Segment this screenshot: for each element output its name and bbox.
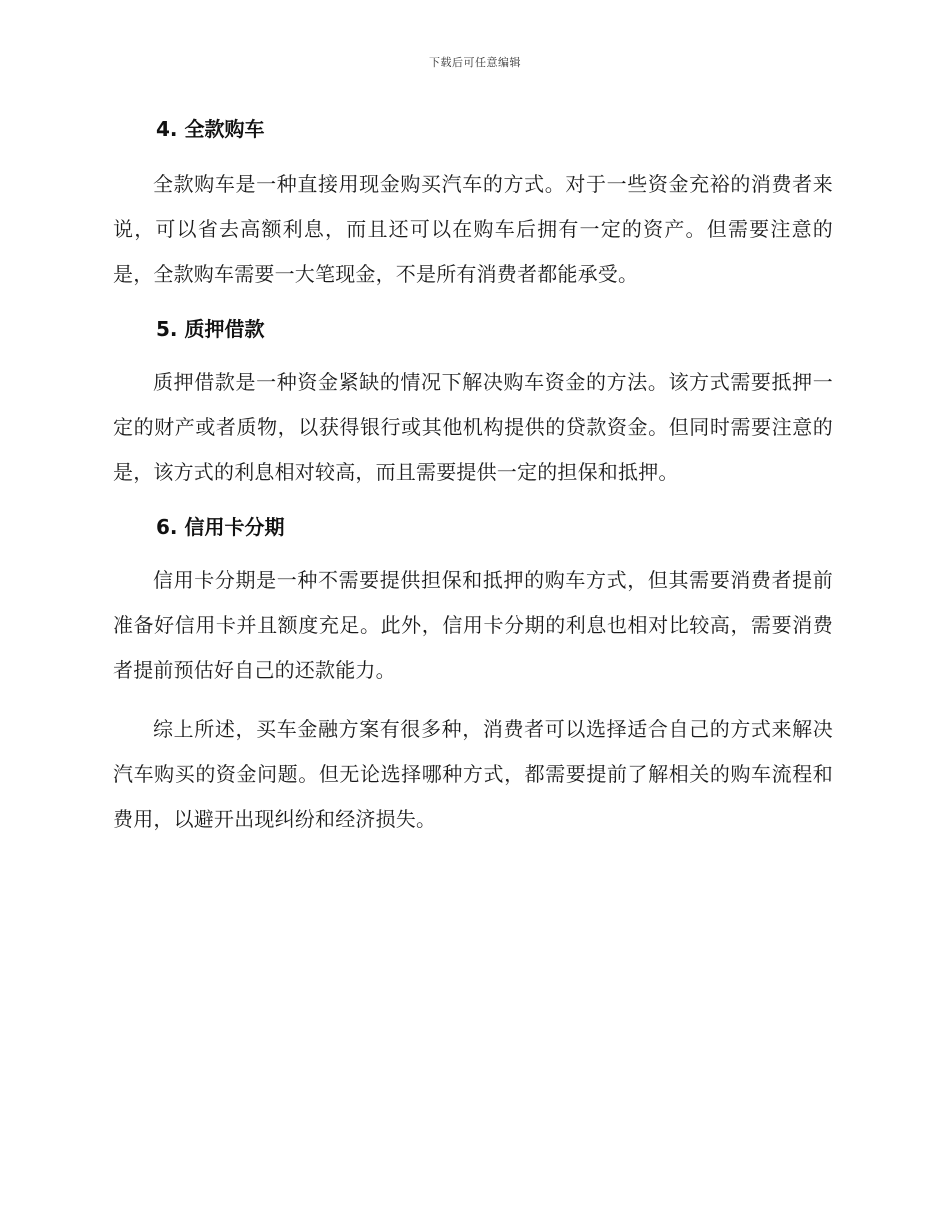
- section-heading-pledge-loan: 5. 质押借款: [156, 317, 265, 341]
- conclusion-paragraph: 综上所述，买车金融方案有很多种，消费者可以选择适合自己的方式来解决汽车购买的资金问题。但无论选择哪种方式，都需要提前了解相关的购车流程和费用，以避开出现纠纷和经济损失。: [113, 717, 833, 831]
- section-heading-credit-card-installment: 6. 信用卡分期: [156, 515, 285, 539]
- section-paragraph-credit-card-installment: 信用卡分期是一种不需要提供担保和抵押的购车方式，但其需要消费者提前准备好信用卡并且额度充足。此外，信用卡分期的利息也相对比较高，需要消费者提前预估好自己的还款能力。: [113, 568, 833, 682]
- section-paragraph-full-payment: 全款购车是一种直接用现金购买汽车的方式。对于一些资金充裕的消费者来说，可以省去高额利息，而且还可以在购车后拥有一定的资产。但需要注意的是，全款购车需要一大笔现金，不是所有消费者都能承受。: [113, 172, 833, 286]
- section-paragraph-pledge-loan: 质押借款是一种资金紧缺的情况下解决购车资金的方法。该方式需要抵押一定的财产或者质物，以获得银行或其他机构提供的贷款资金。但同时需要注意的是，该方式的利息相对较高，而且需要提供一定的担保和抵押。: [113, 370, 833, 484]
- section-heading-full-payment: 4. 全款购车: [156, 117, 265, 141]
- page-header: 下载后可任意编辑: [429, 56, 521, 69]
- document-body: [113, 112, 833, 842]
